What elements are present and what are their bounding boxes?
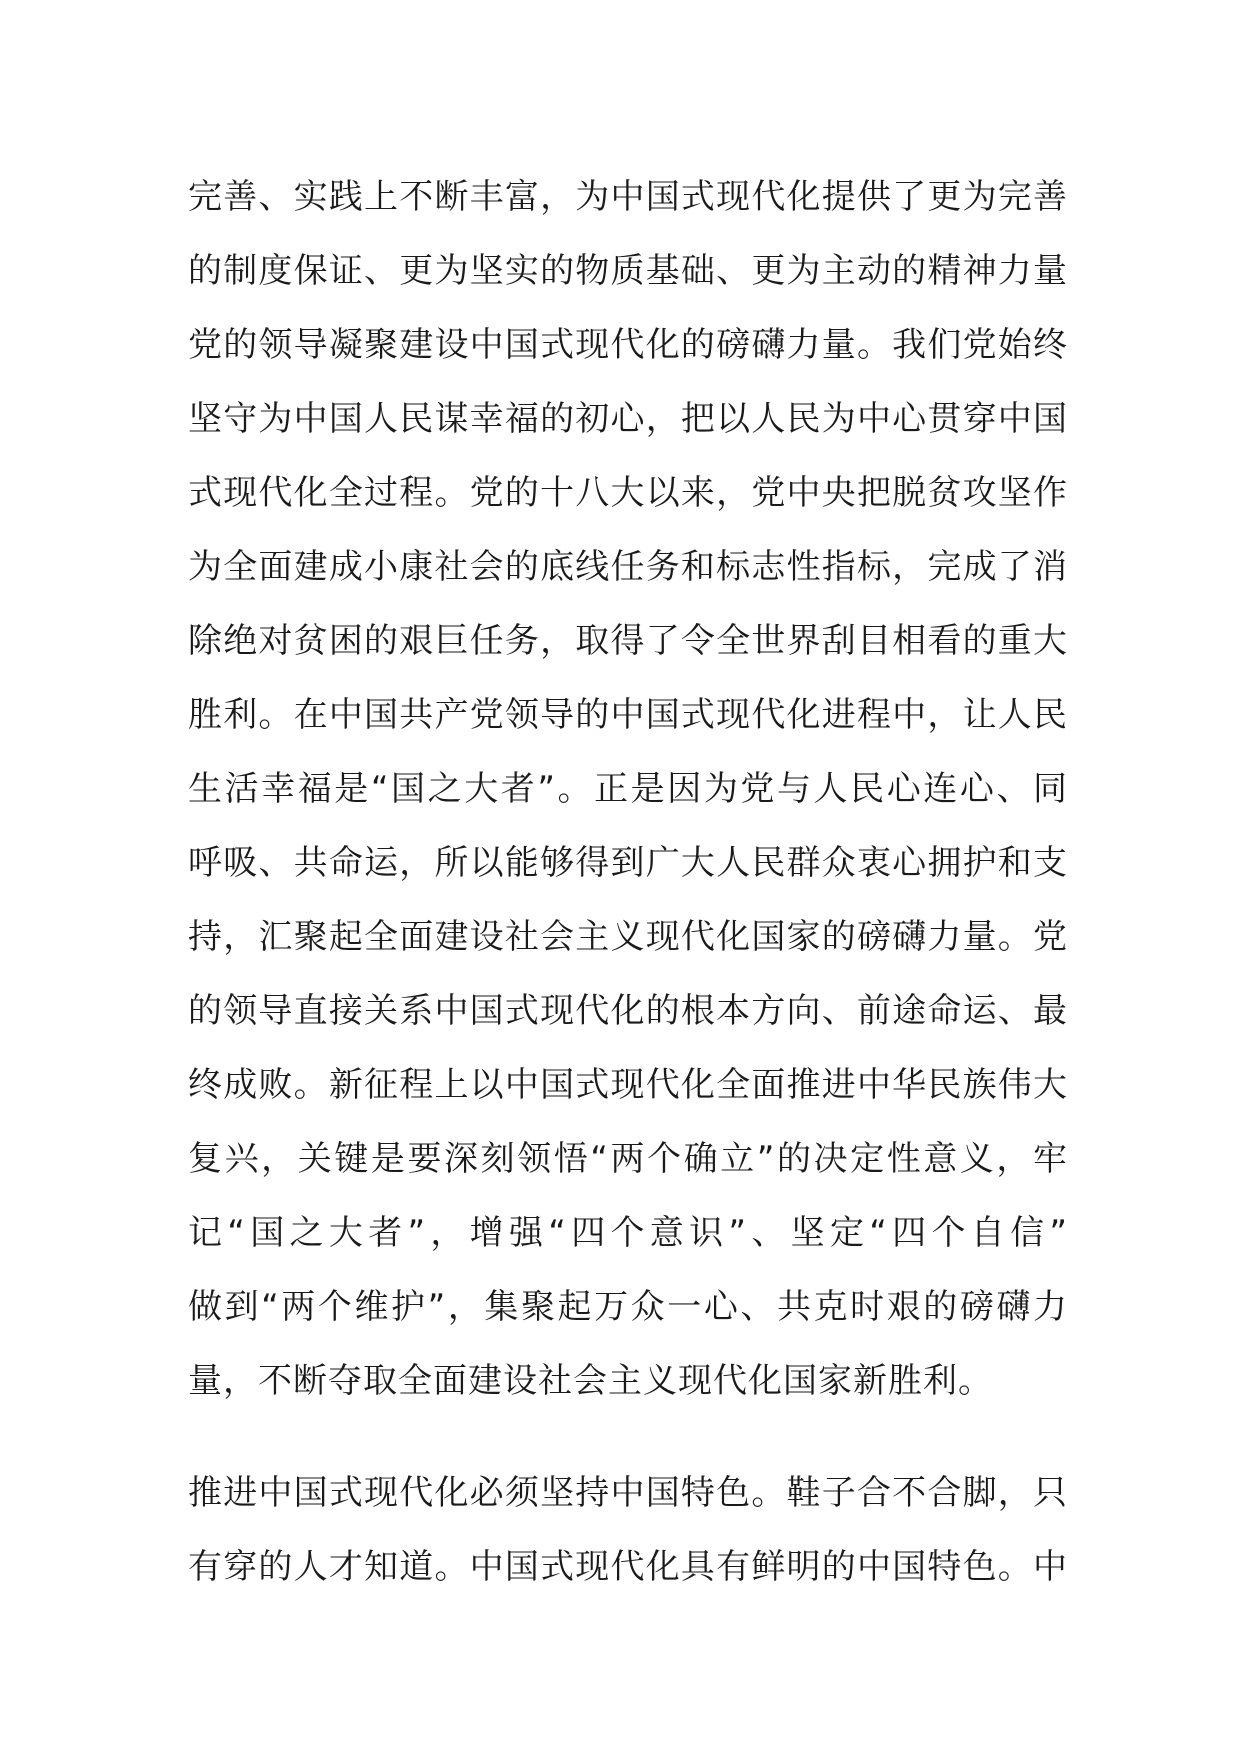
text-line: 做到“两个维护”，集聚起万众一心、共克时艰的磅礴力 (188, 1287, 1068, 1327)
paragraph-2 (188, 1456, 1068, 1604)
text-line: 推进中国式现代化必须坚持中国特色。鞋子合不合脚，只 (188, 1473, 1068, 1513)
text-line: 坚守为中国人民谋幸福的初心，把以人民为中心贯穿中国 (188, 399, 1068, 439)
text-line: 为全面建成小康社会的底线任务和标志性指标，完成了消 (188, 547, 1068, 587)
text-line: 量，不断夺取全面建设社会主义现代化国家新胜利。 (188, 1361, 993, 1401)
text-line: 记“国之大者”，增强“四个意识”、坚定“四个自信” (188, 1213, 1068, 1253)
text-line: 有穿的人才知道。中国式现代化具有鲜明的中国特色。中 (188, 1547, 1068, 1587)
text-line: 的制度保证、更为坚实的物质基础、更为主动的精神力量 (188, 251, 1068, 291)
text-line: 呼吸、共命运，所以能够得到广大人民群众衷心拥护和支 (188, 843, 1068, 883)
text-line: 持，汇聚起全面建设社会主义现代化国家的磅礴力量。党 (188, 917, 1068, 957)
text-line: 生活幸福是“国之大者”。正是因为党与人民心连心、同 (188, 769, 1068, 809)
paragraph-1 (188, 160, 1068, 1418)
text-line: 完善、实践上不断丰富，为中国式现代化提供了更为完善 (188, 177, 1068, 217)
text-line: 的领导直接关系中国式现代化的根本方向、前途命运、最 (188, 991, 1068, 1031)
text-line: 胜利。在中国共产党领导的中国式现代化进程中，让人民 (188, 695, 1068, 735)
text-line: 除绝对贫困的艰巨任务，取得了令全世界刮目相看的重大 (188, 621, 1068, 661)
text-line: 党的领导凝聚建设中国式现代化的磅礴力量。我们党始终 (188, 325, 1068, 365)
text-line: 式现代化全过程。党的十八大以来，党中央把脱贫攻坚作 (188, 473, 1068, 513)
text-line: 复兴，关键是要深刻领悟“两个确立”的决定性意义，牢 (188, 1139, 1068, 1179)
text-line: 终成败。新征程上以中国式现代化全面推进中华民族伟大 (188, 1065, 1068, 1105)
